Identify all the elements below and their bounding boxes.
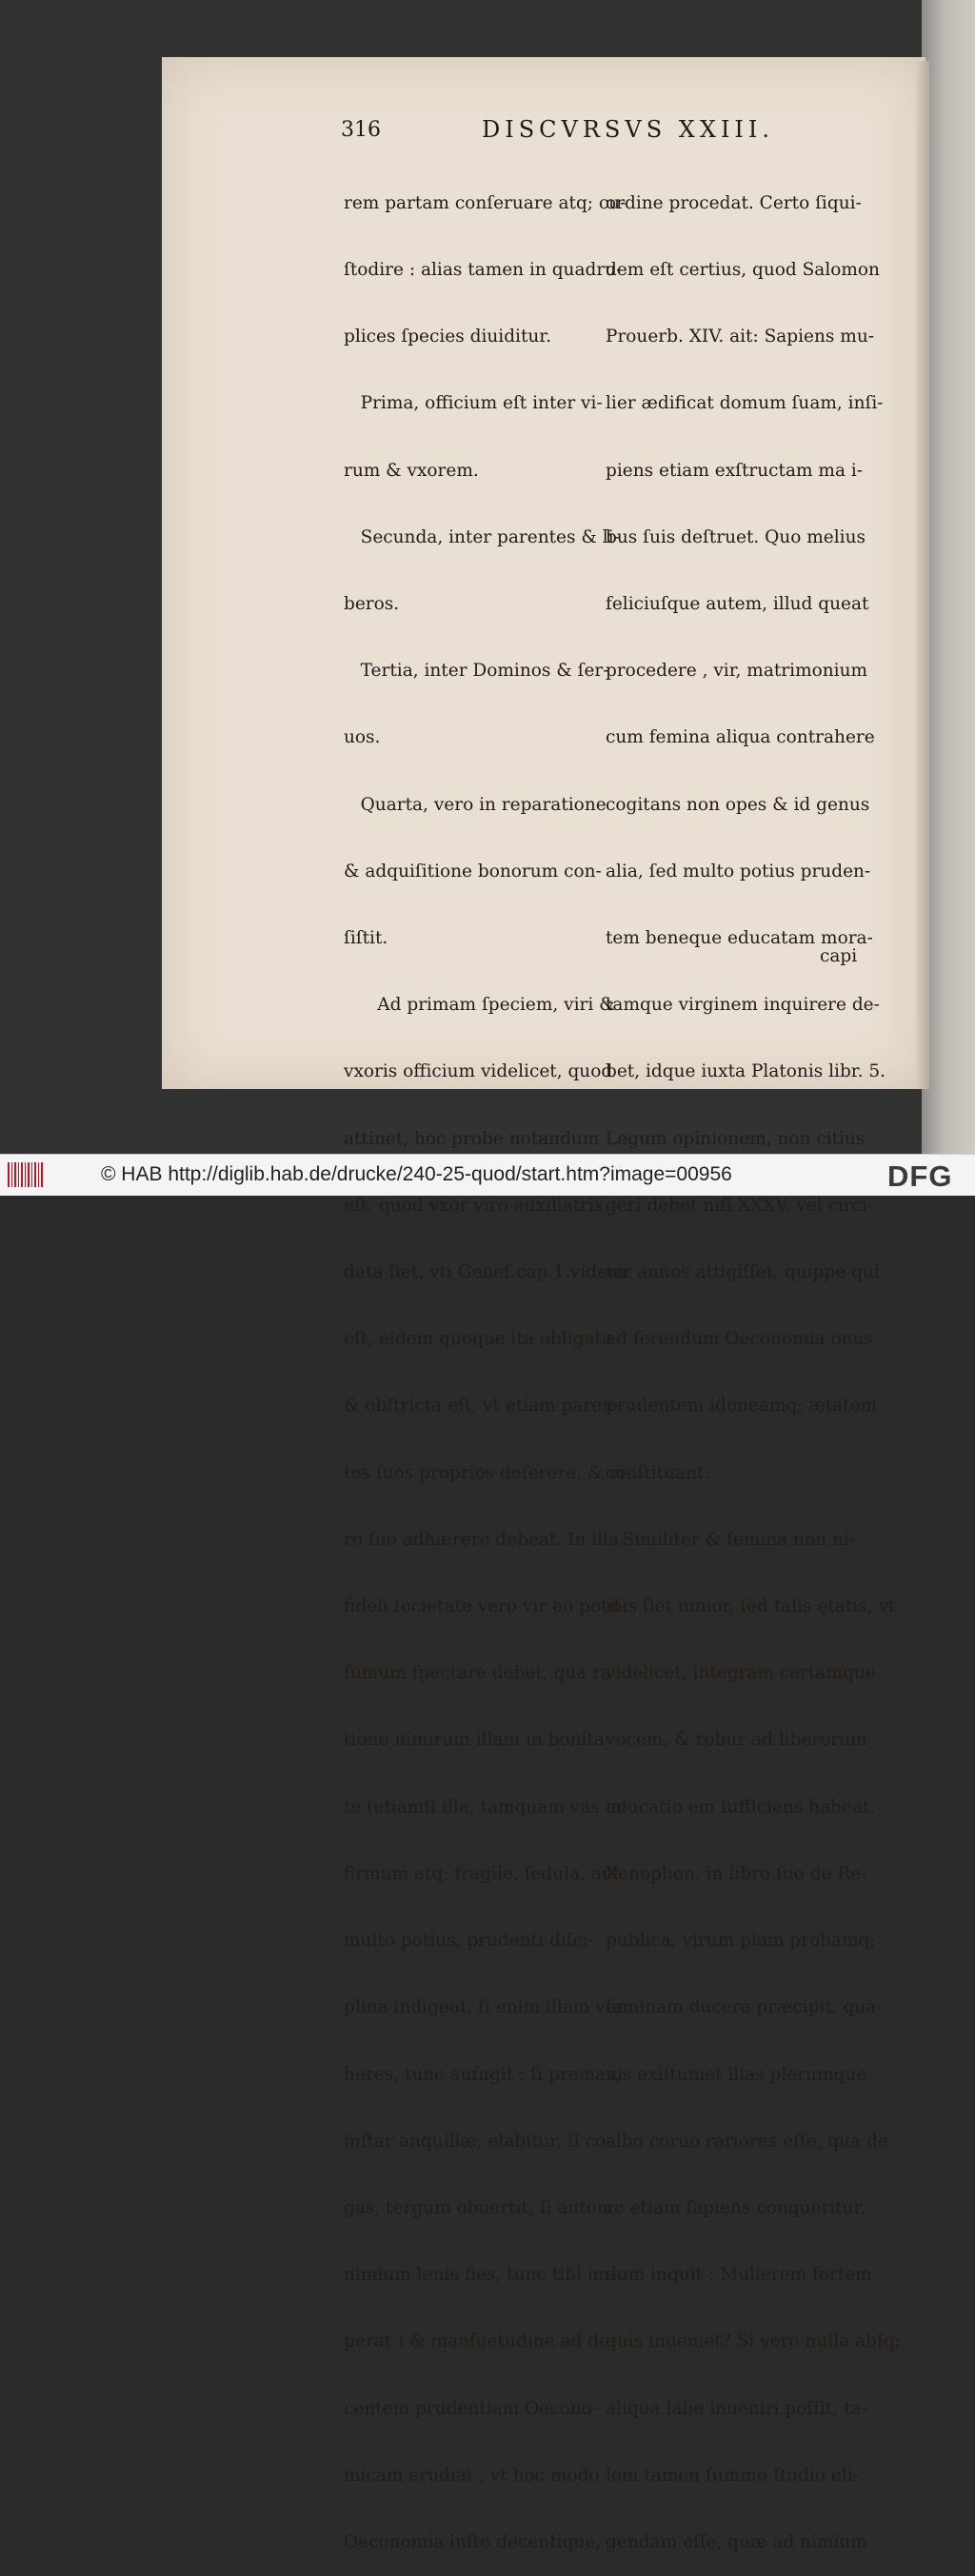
text-line: Similiter & femina non ni- [606,1529,855,1550]
text-line: ordine procedat. Certo ſiqui- [606,192,862,213]
text-line: Legum opinionem, non citius [606,1128,866,1149]
text-line: uis exiſtumet illas plerumque [606,2064,867,2085]
text-line: eſt, eidem quoque ita obligata [344,1329,612,1350]
right-text-column [606,148,901,2576]
text-line: eſt, quod vxor viro auxiliatrix, [344,1195,610,1216]
text-line: dem eſt certius, quod Salomon [606,260,880,281]
text-line: vxoris officium videlicet, quod [344,1061,613,1082]
text-line: lier ædificat domum ſuam, inſi- [606,393,884,414]
text-line: cogitans non opes & id genus [606,794,870,815]
text-line: fideli ſocietate vero vir eo potiſ- [344,1596,627,1617]
text-line: procedere , vir, matrimonium [606,661,868,682]
text-line: re etiam ſapiens conqueritur, [606,2197,866,2218]
text-line: centem prudentiam Oecono- [344,2398,599,2419]
text-line: inſtar anquillæ, elabitur, ſi co- [344,2130,612,2151]
text-line: bet, idque iuxta Platonis libr. 5. [606,1061,886,1082]
text-line: aliqua labe inueniri poſſit, ta- [606,2398,867,2419]
text-line: Xenophon, in libro ſuo de Re- [606,1863,867,1884]
text-line: gendam eſſe, quæ ad nimium [606,2531,867,2552]
text-line: educatio em ſufficiens habeat. [606,1796,876,1817]
text-line: multo potius, prudenti diſci- [344,1931,595,1952]
text-line: feminam ducere præcipit, quá- [606,1997,883,2018]
text-line: te (etiamſi illa, tamquam vas in- [344,1796,628,1817]
text-line: beros. [344,594,400,615]
text-line: tamque virginem inquirere de- [606,995,880,1016]
text-line: Prima, officium eſt inter vi- [344,393,603,414]
text-line: ſtodire : alias tamen in quadru- [344,260,623,281]
text-line: lem tamen ſummo ſtudio eli- [606,2465,859,2486]
text-line: prudentem idoneamq; ætatem [606,1396,878,1417]
page-header [341,114,874,147]
dfg-logo: DFG [887,1159,953,1193]
text-line: conſtituant. [606,1462,710,1483]
text-line: Tertia, inter Dominos & ſer- [344,661,609,682]
text-line: attinet, hoc probe notandum [344,1128,600,1149]
text-line: ad ferendum Oeconomia onus [606,1329,873,1350]
text-line: quis inueniet? Si vero nulla abſq; [606,2331,901,2352]
text-line: geri debet niſi XXXV. vel circi- [606,1195,874,1216]
text-line: Oeconomia iuſto decentique, [344,2531,602,2552]
text-line: perat ) & manſuetudine ad de- [344,2331,616,2352]
text-line: publica, virum piam probamq; [606,1931,876,1952]
page-fore-edge [916,61,929,1089]
barcode-icon [8,1162,44,1187]
text-line: albo coruo rariores eſſe, qua de [606,2130,888,2151]
text-line: heres, tunc aufugit : ſi premas, [344,2064,621,2085]
text-line: firmum atq; fragile, ſedula, aut [344,1863,621,1884]
text-line: cum femina aliqua contrahere [606,727,875,748]
text-line: plices ſpecies diuiditur. [344,327,551,347]
page-number: 316 [341,118,381,142]
text-line: Quarta, vero in reparatione [344,794,607,815]
text-line: & adquiſitione bonorum con- [344,861,602,882]
text-line: data ſiet, vti Geneſ.cap.1.videre [344,1262,627,1283]
text-line: tem beneque educatam mora- [606,928,873,949]
text-line: ter annos attigiſſet, quippe qui [606,1262,880,1283]
text-line: mis ſiet iunior, ſed talis ętatis, vt [606,1596,896,1617]
text-line: micam erudiat , vt hoc modo [344,2465,600,2486]
text-line: ſiſtit. [344,928,388,949]
text-line: Ad primam ſpeciem, viri & [344,995,615,1016]
text-line: ſumum ſpectare debet, qua ra- [344,1663,618,1684]
text-line: dum inquit : Mulierem fortem [606,2265,872,2286]
text-line: & obſtricta eſt, vt etiam paren- [344,1396,620,1417]
text-line: Prouerb. XIV. ait: Sapiens mu- [606,327,875,347]
viewer-footer [0,1154,975,1196]
source-credit: © HAB http://diglib.hab.de/drucke/240-25-quod/start.htm?image=00956 [101,1163,732,1185]
text-line: rum & vxorem. [344,460,479,481]
left-text-column [344,148,630,2576]
text-line: uos. [344,727,381,748]
text-line: ro ſuo adhærere debeat. In illa [344,1529,619,1550]
text-line: videlicet, integram certamque [606,1663,876,1684]
text-line: plina indigeat, ſi enim illam ver [344,1997,625,2018]
catchword: capi [820,946,858,966]
text-line: tione nimirum illam in bonita- [344,1730,611,1751]
text-line: rem partam conſeruare atq; cu- [344,192,627,213]
text-line: gas, tergum obuertit, ſi autem [344,2197,614,2218]
text-line: bus ſuis deſtruet. Quo melius [606,526,866,547]
text-line: alia, ſed multo potius pruden- [606,861,871,882]
text-line: piens etiam exſtructam ma i- [606,460,864,481]
text-line: feliciuſque autem, illud queat [606,594,869,615]
text-line: nimium lenis fies, tunc tibi im- [344,2265,616,2286]
text-line: tes ſuos proprios deſerere, & vi- [344,1462,630,1483]
text-line: Secunda, inter parentes & li- [344,526,620,547]
text-line: vocem, & robur ad liberorum [606,1730,867,1751]
adjacent-page-edge [922,0,975,1154]
running-title: DISCVRSVS XXIII. [482,116,775,143]
